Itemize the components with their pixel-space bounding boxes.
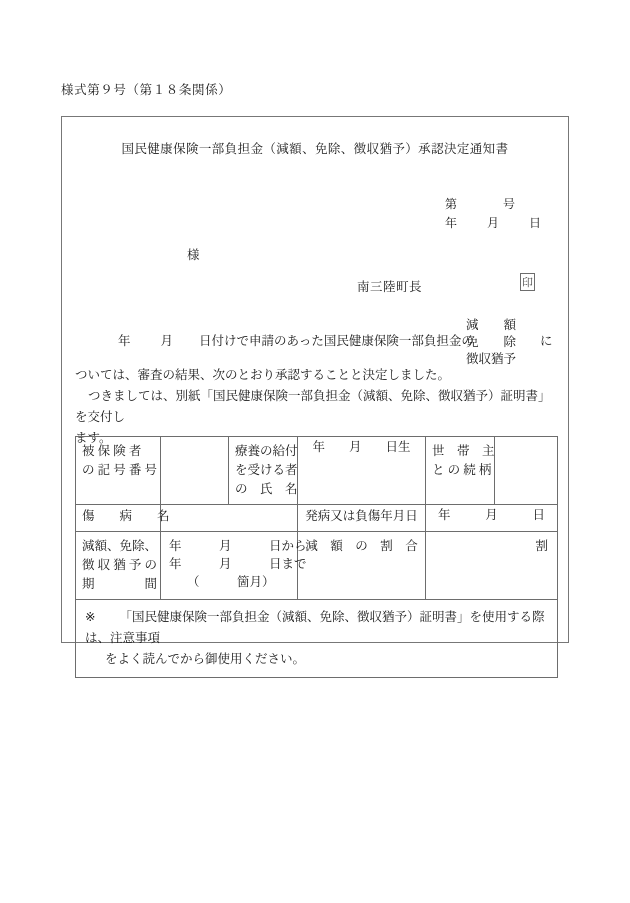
document-number-prefix: 第 [444, 197, 457, 211]
cell-relation-label [426, 437, 495, 505]
insured-number-label-line2: の 記 号 番 号 [82, 463, 158, 477]
application-date-placeholder [118, 331, 173, 349]
cell-recipient-name-label [229, 437, 298, 505]
document-date-month: 月 [486, 216, 499, 230]
relation-label-line2: と の 続 柄 [432, 463, 492, 477]
birthdate-placeholder [298, 437, 425, 460]
cell-note [76, 600, 558, 678]
body-line-2: ついては、審査の結果、次のとおり承認することと決定しました。 [75, 368, 451, 382]
period-months: （ 箇月） [187, 575, 275, 589]
body-lead-text: 日付けで申請のあった国民健康保険一部負担金の [199, 334, 474, 348]
table-row [76, 505, 558, 532]
period-label-line1: 減額、免除、 [82, 539, 158, 553]
reference-block [445, 195, 541, 233]
cell-reduction-rate-value[interactable] [426, 532, 558, 600]
document-date-year: 年 [444, 216, 457, 230]
body-line-3: つきましては、別紙「国民健康保険一部負担金（減額、免除、徴収猶予）証明書」を交付し [75, 389, 551, 424]
relation-value [495, 437, 557, 447]
decision-options-stack [466, 317, 516, 368]
document-number-suffix: 号 [502, 197, 515, 211]
seal-stamp-box: 印 [520, 273, 535, 291]
onset-day: 日 [532, 508, 545, 522]
page-title: 国民健康保険一部負担金（減額、免除、徴収猶予）承認決定通知書 [121, 142, 509, 156]
period-label-line2: 徴 収 猶 予 の [82, 558, 158, 572]
cell-reduction-rate-label [298, 532, 426, 600]
body-line-4: ます。 [75, 431, 112, 445]
document-date-line [445, 214, 541, 233]
table-row [76, 532, 558, 600]
details-table [75, 436, 558, 678]
issuer-name: 南三陸町長 [357, 280, 423, 294]
cell-illness-value[interactable] [161, 505, 298, 532]
onset-date-placeholder [426, 505, 557, 523]
cell-onset-date-label [298, 505, 426, 532]
note-line-1 [85, 607, 548, 649]
onset-month: 月 [485, 508, 498, 522]
onset-year: 年 [438, 508, 451, 522]
recipient-label-line2: を受ける者 [235, 463, 298, 477]
cell-illness-label [76, 505, 170, 532]
form-number: 様式第９号（第１８条関係） [61, 83, 232, 97]
cell-period-value[interactable] [161, 532, 307, 600]
onset-date-label: 発病又は負傷年月日 [305, 509, 418, 523]
note-text-1: 「国民健康保険一部負担金（減額、免除、徴収猶予）証明書」を使用する際は、注意事項 [85, 610, 545, 645]
birthdate-month: 月 [348, 440, 362, 454]
cell-period-label [76, 532, 161, 600]
birthdate-day: 日生 [385, 440, 411, 454]
period-label-line3: 期 間 [82, 577, 158, 591]
option-reduction: 減 額 [466, 318, 517, 332]
reduction-rate-unit: 割 [535, 539, 548, 553]
note-marker: ※ [85, 610, 96, 624]
options-particle: に [540, 334, 553, 348]
cell-insured-number-value[interactable] [161, 437, 229, 505]
illness-label: 傷 病 名 [82, 509, 170, 523]
illness-value [161, 505, 297, 515]
note-row [76, 600, 558, 678]
application-date-month: 月 [160, 334, 174, 348]
insured-number-label-line1: 被 保 険 者 [82, 444, 142, 458]
cell-onset-date-value[interactable] [426, 505, 558, 532]
option-exemption: 免 除 [466, 335, 517, 349]
period-from: 年 月 日から [169, 539, 307, 553]
insured-number-value [161, 437, 228, 447]
option-deferral: 徴収猶予 [466, 352, 517, 366]
document-number-line [445, 195, 541, 214]
recipient-label-line3: の 氏 名 [235, 482, 298, 496]
application-date-year: 年 [118, 334, 131, 348]
relation-label-line1: 世 帯 主 [432, 444, 495, 458]
document-frame [61, 116, 569, 666]
body-first-line [62, 317, 568, 365]
cell-relation-value[interactable] [495, 437, 558, 505]
recipient-label-line1: 療養の給付 [235, 444, 298, 458]
birthdate-year: 年 [312, 440, 325, 454]
cell-insured-number-label [76, 437, 161, 505]
addressee-suffix: 様 [187, 248, 200, 262]
document-date-day: 日 [528, 216, 541, 230]
note-text-2: をよく読んでから御使用ください。 [105, 652, 306, 666]
cell-recipient-name-value[interactable] [298, 437, 426, 505]
reduction-rate-label: 減 額 の 割 合 [305, 539, 418, 553]
table-row [76, 437, 558, 505]
period-to: 年 月 日まで [169, 557, 307, 571]
